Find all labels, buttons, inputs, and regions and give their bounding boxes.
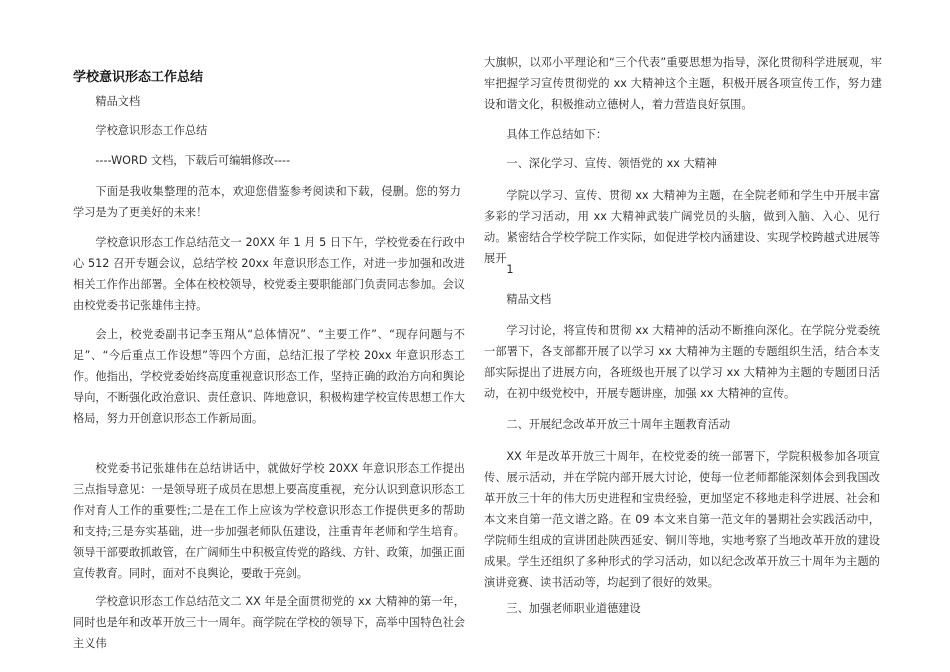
paragraph-label-quality: 精品文档 [95,95,141,108]
paragraph-sample-two: 学校意识形态工作总结范文二 XX 年是全面贯彻党的 xx 大精神的第一年，同时也是年和改革开放三十一周年。商学院在学校的领导下，高举中国特色社会主义伟 [73,595,465,650]
paragraph-sample-one: 学校意识形态工作总结范文一 20XX 年 1 月 5 日下午，学校党委在行政中心 512 召开专题会议，总结学校 20xx 年意识形态工作，对进一步加强和改进相关工作作出部署。全体在校校领导，校党委主要职能部门负责同志参加。会议由校党委书记张雄伟主持。 [73,236,465,312]
paragraph-continuation: 大旗帜，以邓小平理论和“三个代表”重要思想为指导，深化贯彻科学进展观，牢牢把握学习宣传贯彻党的 xx 大精神这个主题，积极开展各项宣传工作，努力建设和谐文化，积极推动立德树人，着力营造良好氛围。 [484,56,882,111]
paragraph-intro: 下面是我收集整理的范本，欢迎您借鉴参考阅读和下载，侵删。您的努力学习是为了更美好的未来！ [73,185,461,219]
paragraph-meeting-report: 会上，校党委副书记李玉翔从“总体情况”、“主要工作”、“现存问题与不足”、“今后重点工作设想”等四个方面，总结汇报了学校 20xx 年意识形态工作。他指出，学校党委始终高度重视意识形态工作，坚持正确的政治方向和舆论导向，不断强化政治意识、责任意识、阵地意识，积极构建学校宣传思想工作大格局，努力开创意识形态工作新局面。 [73,328,465,425]
section-heading-three: 三、加强老师职业道德建设 [506,602,641,615]
paragraph-word-note: ----WORD 文档，下载后可编辑修改---- [95,154,291,167]
paragraph-section-one: 学院以学习、宣传、贯彻 xx 大精神为主题，在全院老师和学生中开展丰富多彩的学习活动，用 xx 大精神武装广阔党员的头脑，做到入脑、入心、见行动。紧密结合学校学院工作实际，如促进学校内涵建设、实现学校跨越式进展等展开 [484,189,880,265]
paragraph-study-discussion: 学习讨论，将宣传和贯彻 xx 大精神的活动不断推向深化。在学院分党委统一部署下，各支部都开展了以学习 xx 大精神为主题的专题组织生活，结合本支部实际提出了进展方向，各班级也开展了以学习 xx 大精神为主题的专题团日活动，在初中级党校中，开展专题讲座，加强 xx 大精神的宣传。 [484,324,880,400]
paragraph-section-two: XX 年是改革开放三十周年，在校党委的统一部署下，学院积极参加各项宣传、展示活动，并在学院内部开展大讨论，使每一位老师都能深刻体会到我国改革开放三十年的伟大历史进程和宝贵经验，更加坚定不移地走科学进展、社会和本文来自第一范文谱之路。在 09 本文来自第一范文年的暑期社会实践活动中，学院师生组成的宣讲团赴陕西延安、铜川等地，实地考察了当地改革开放的建设成果。学生还组织了多种形式的学习活动，如以纪念改革开放三十周年为主题的演讲竞赛、读书活动等，均起到了很好的效果。 [484,450,880,589]
document-title: 学校意识形态工作总结 [73,70,204,85]
section-heading-one: 一、深化学习、宣传、领悟党的 xx 大精神 [506,157,717,170]
paragraph-secretary-speech: 校党委书记张雄伟在总结讲话中，就做好学校 20XX 年意识形态工作提出三点指导意见：一是领导班子成员在思想上要高度重视，充分认识到意识形态工作对育人工作的重要性;二是在工作上应该为学校意识形态工作提供更多的帮助和支持;三是夯实基础，进一步加强老师队伍建设，注重青年老师和学生培育。领导干部要敢抓敢管，在广阔师生中积极宣传党的路线、方针、政策，加强正面宣传教育。同时，面对不良舆论，要敢于亮剑。 [73,462,465,580]
paragraph-subtitle: 学校意识形态工作总结 [95,124,208,137]
paragraph-label-quality-2: 精品文档 [506,293,552,306]
page-number: 1 [506,263,514,276]
section-heading-two: 二、开展纪念改革开放三十周年主题教育活动 [506,418,731,431]
paragraph-summary-intro: 具体工作总结如下： [506,128,608,141]
